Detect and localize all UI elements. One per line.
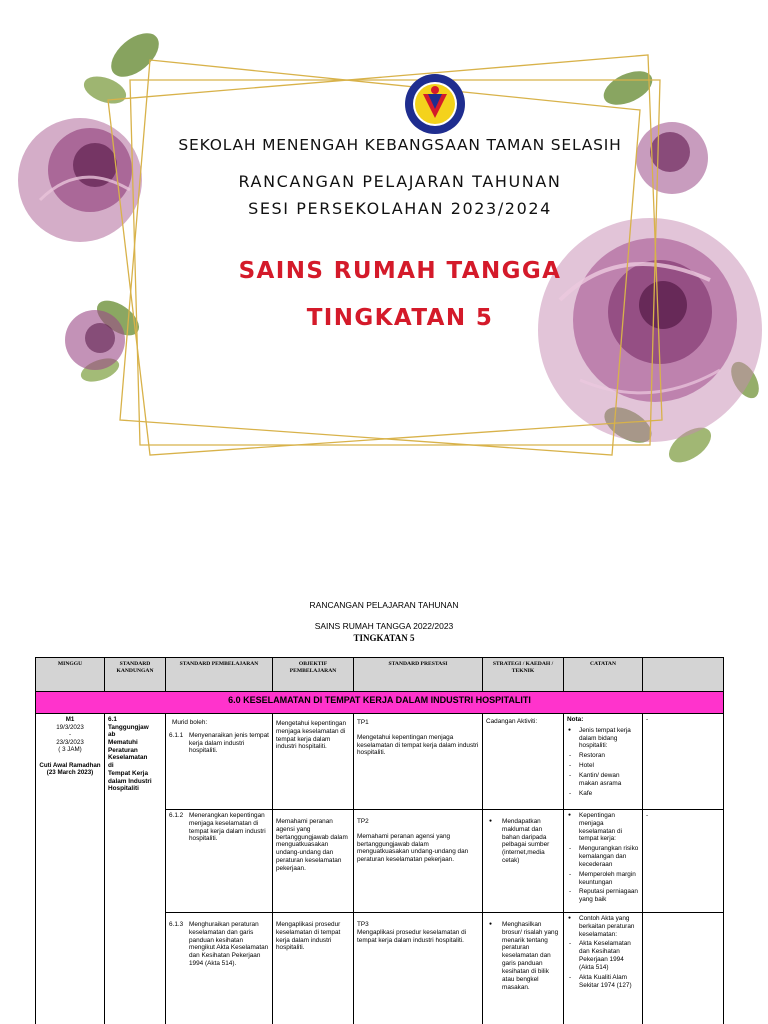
- list-item: ● Kepentingan menjaga keselamatan di tempat kerja:: [567, 812, 639, 843]
- sp-text: Menghuraikan peraturan keselamatan dan garis panduan kesihatan mengikut Akta Keselamatan dan Kesihatan Pekerjaan 1994 (Akta 514).: [189, 921, 269, 968]
- tp-label: TP3: [357, 921, 369, 928]
- tp-text: Mengaplikasi prosedur keselamatan di tempat kerja dalam industri hospitaliti.: [357, 928, 467, 944]
- week-start: 19/3/2023: [56, 723, 84, 731]
- header-minggu: MINGGU: [36, 658, 105, 692]
- objective-text: Mengetahui kepentingan menjaga keselamatan di tempat kerja dalam industri hospitaliti.: [276, 720, 346, 751]
- list-item: - Kafe: [567, 790, 639, 798]
- standard-pembelajaran-cell: [166, 810, 273, 913]
- sp-number: 6.1.2: [169, 812, 184, 819]
- strategy-item: [486, 818, 560, 865]
- sp-intro: Murid boleh:: [172, 719, 208, 726]
- list-item: - Memperoleh margin keuntungan: [567, 871, 639, 887]
- sk-line: Hospitaliti: [108, 785, 139, 793]
- sk-line: di: [108, 762, 114, 770]
- header-blank: [643, 658, 724, 692]
- list-item: - Hotel: [567, 762, 639, 770]
- standard-prestasi-cell: [354, 913, 483, 1024]
- plan-title: RANCANGAN PELAJARAN TAHUNAN: [238, 172, 562, 191]
- strategy-cell: [483, 714, 564, 810]
- rose-left-top: [18, 118, 142, 242]
- theme-row: [36, 692, 724, 714]
- objective-text: Memahami peranan agensi yang bertanggungjawab dalam menguatkuasakan undang-undang dan peraturan keselamatan pekerjaan.: [276, 818, 348, 872]
- bullet-icon: ●: [489, 921, 493, 927]
- notes-cell: [564, 810, 643, 913]
- week-code: M1: [65, 716, 75, 723]
- table-row: [36, 714, 724, 810]
- holiday-date: (23 March 2023): [46, 769, 94, 777]
- notes-cell: [564, 714, 643, 810]
- objective-text: Mengaplikasi prosedur keselamatan di tempat kerja dalam industri hospitaliti.: [276, 921, 341, 952]
- doc-subject: SAINS RUMAH TANGGA 2022/2023: [314, 621, 454, 631]
- school-name: SEKOLAH MENENGAH KEBANGSAAN TAMAN SELASIH: [178, 136, 622, 154]
- tp-text: Mengetahui kepentingan menjaga keselamatan di tempat kerja dalam industri hospitaliti.: [357, 733, 479, 757]
- sp-number: 6.1.1: [169, 731, 184, 739]
- doc-title: RANCANGAN PELAJARAN TAHUNAN: [309, 600, 459, 610]
- school-crest-icon: [403, 72, 467, 136]
- standard-pembelajaran-cell: [166, 913, 273, 1024]
- sk-line: ab: [108, 731, 116, 739]
- standard-prestasi-cell: [354, 714, 483, 810]
- sk-line: Keselamatan: [108, 754, 148, 762]
- sp-item: [169, 812, 269, 843]
- objective-cell: [273, 913, 354, 1024]
- list-item: ● Jenis tempat kerja dalam bidang hospitaliti:: [567, 727, 639, 750]
- strategy-intro: Cadangan Aktiviti:: [486, 718, 538, 725]
- week-end: 23/3/2023: [56, 738, 84, 746]
- header-standard-pembelajaran: STANDARD PEMBELAJARAN: [166, 658, 273, 692]
- week-duration: ( 3 JAM): [58, 746, 82, 754]
- header-catatan: CATATAN: [564, 658, 643, 692]
- list-item: - Mengurangkan risiko kemalangan dan kecederaan: [567, 845, 639, 868]
- extra-cell: [643, 810, 724, 913]
- standard-pembelajaran-cell: [166, 714, 273, 810]
- list-item: ● Contoh Akta yang berkaitan peraturan keselamatan:: [567, 915, 639, 938]
- theme-title: 6.0 KESELAMATAN DI TEMPAT KERJA DALAM INDUSTRI HOSPITALITI: [36, 692, 724, 714]
- extra-dash: -: [646, 812, 649, 819]
- session-line: SESI PERSEKOLAHAN 2023/2024: [248, 199, 552, 218]
- tp-label: TP1: [357, 719, 369, 726]
- lesson-plan-table: [35, 657, 724, 1024]
- header-standard-kandungan: STANDARD KANDUNGAN: [105, 658, 166, 692]
- subject-title: SAINS RUMAH TANGGA: [238, 258, 562, 284]
- doc-form: TINGKATAN 5: [353, 633, 415, 643]
- header-strategi: STRATEGI / KAEDAH / TEKNIK: [483, 658, 564, 692]
- notes-list: [567, 915, 639, 989]
- sp-item: [169, 732, 269, 755]
- strategy-cell: [483, 913, 564, 1024]
- holiday-name: Cuti Awal Ramadhan: [39, 761, 101, 769]
- form-level-title: TINGKATAN 5: [306, 305, 494, 331]
- lesson-plan-page: [0, 560, 768, 1024]
- notes-list: [567, 727, 639, 798]
- strategy-text: Mendapatkan maklumat dan bahan daripada pelbagai sumber (internet,media cetak): [502, 818, 550, 865]
- strategy-text: Menghasilkan brosur/ risalah yang menarik tentang peraturan keselamatan dan garis panduan kesihatan di bilik atau bengkel masakan.: [502, 921, 559, 991]
- header-row: [36, 658, 724, 692]
- list-item: - Kantin/ dewan makan asrama: [567, 772, 639, 788]
- tp-label: TP2: [357, 818, 369, 825]
- sp-number: 6.1.3: [169, 921, 184, 928]
- extra-dash: -: [646, 716, 649, 723]
- notes-list: [567, 812, 639, 904]
- notes-cell: [564, 913, 643, 1024]
- sk-line: 6.1: [108, 716, 117, 723]
- week-cell: [36, 714, 105, 1024]
- sk-line: Tanggungjaw: [108, 723, 149, 731]
- header-standard-prestasi: STANDARD PRESTASI: [354, 658, 483, 692]
- list-item: - Akta Kualiti Alam Sekitar 1974 (127): [567, 974, 639, 990]
- header-objektif: OBJEKTIF PEMBELAJARAN: [273, 658, 354, 692]
- sk-line: Mematuhi: [108, 739, 138, 747]
- objective-cell: [273, 810, 354, 913]
- sp-item: [169, 921, 269, 968]
- standard-kandungan-cell: [105, 714, 166, 1024]
- sk-line: Tempat Kerja: [108, 769, 149, 777]
- list-item: - Reputasi perniagaan yang baik: [567, 888, 639, 904]
- nota-title: Nota:: [567, 716, 584, 723]
- sp-text: Menyenaraikan jenis tempat kerja dalam industri hospitaliti.: [189, 731, 269, 755]
- objective-cell: [273, 714, 354, 810]
- week-dash: -: [68, 731, 72, 739]
- list-item: - Restoran: [567, 752, 639, 760]
- rose-left-bottom: [65, 310, 125, 370]
- extra-cell: [643, 714, 724, 810]
- tp-text: Memahami peranan agensi yang bertanggungjawab dalam menguatkuasakan undang-undang dan peraturan keselamatan pekerjaan.: [357, 832, 469, 864]
- standard-prestasi-cell: [354, 810, 483, 913]
- sp-text: Menerangkan kepentingan menjaga keselamatan di tempat kerja dalam industri hospitaliti.: [189, 812, 266, 843]
- strategy-cell: [483, 810, 564, 913]
- strategy-item: [486, 921, 560, 991]
- bullet-icon: ●: [489, 818, 493, 824]
- extra-cell: [643, 913, 724, 1024]
- list-item: - Akta Keselamatan dan Kesihatan Pekerjaan 1994 (Akta 514): [567, 940, 639, 971]
- sk-line: dalam Industri: [108, 777, 152, 785]
- sk-line: Peraturan: [108, 746, 138, 754]
